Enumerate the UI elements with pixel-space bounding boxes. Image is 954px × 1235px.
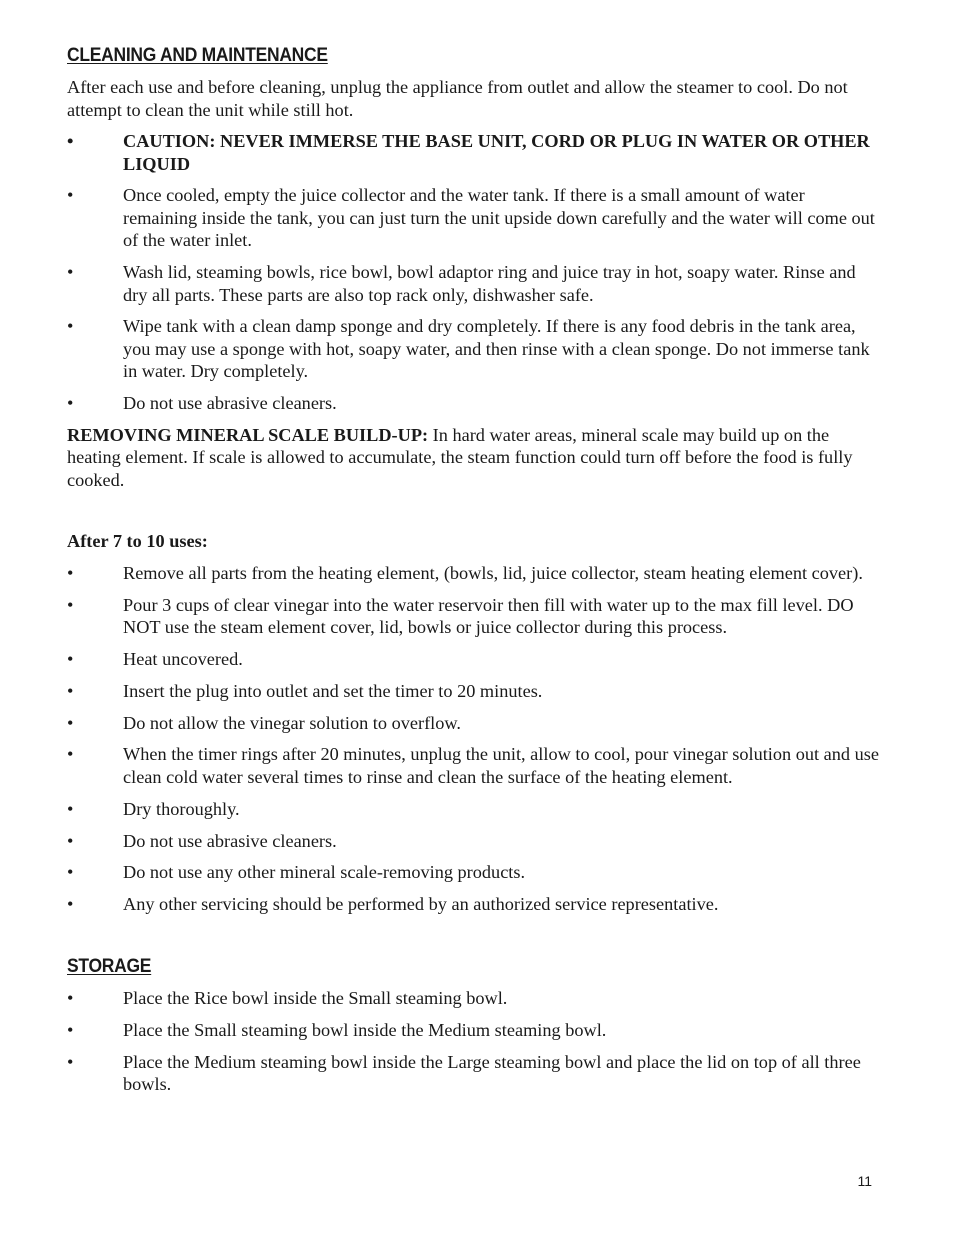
list-item-text: Pour 3 cups of clear vinegar into the water reservoir then fill with water up to the max fill level. DO NOT use the steam element cover, lid, bowls or juice collector during this process. [123, 594, 854, 638]
cleaning-bullet-list [67, 130, 882, 415]
list-item [67, 861, 882, 884]
list-item [67, 261, 882, 306]
list-item-text: Heat uncovered. [123, 649, 243, 670]
scale-label: REMOVING MINERAL SCALE BUILD-UP: [67, 424, 429, 445]
page-number: 11 [857, 1173, 872, 1189]
scale-bullet-list [67, 562, 882, 916]
bullet-glyph: • [67, 131, 74, 151]
bullet-glyph: • [67, 894, 74, 915]
list-item [67, 798, 882, 821]
list-item [67, 743, 882, 788]
list-item [67, 392, 882, 415]
bullet-glyph: • [67, 830, 74, 851]
list-item [67, 130, 882, 175]
bullet-glyph: • [67, 393, 74, 414]
bullet-glyph: • [67, 798, 74, 819]
spacer [67, 500, 882, 530]
list-item-text: Any other servicing should be performed by an authorized service representative. [123, 894, 719, 915]
bullet-glyph: • [67, 744, 74, 765]
bullet-glyph: • [67, 712, 74, 733]
list-item-text: When the timer rings after 20 minutes, unplug the unit, allow to cool, pour vinegar solution out and use clean cold water several times to rinse and clean the surface of the heating element. [123, 744, 879, 787]
scale-paragraph [67, 424, 882, 492]
list-item [67, 830, 882, 853]
list-item-text: Wipe tank with a clean damp sponge and dry completely. If there is any food debris in the tank area, you may use a sponge with hot, soapy water, and then rinse with a clean sponge. Do not immerse tank in water. Dry completely. [123, 316, 870, 382]
bullet-glyph: • [67, 987, 74, 1008]
scale-subheading: After 7 to 10 uses: [67, 531, 208, 552]
list-item-text: Do not use abrasive cleaners. [123, 393, 337, 414]
cleaning-intro: After each use and before cleaning, unplug the appliance from outlet and allow the steamer to cool. Do not attempt to clean the unit while still hot. [67, 77, 848, 120]
list-item [67, 987, 882, 1010]
list-item [67, 712, 882, 735]
list-item [67, 893, 882, 916]
bullet-glyph: • [67, 594, 74, 615]
list-item-text: Once cooled, empty the juice collector and the water tank. If there is a small amount of water remaining inside the tank, you can just turn the unit upside down carefully and the water will come out of the water inlet. [123, 185, 875, 251]
list-item-text: Do not use any other mineral scale-removing products. [123, 862, 526, 883]
bullet-glyph: • [67, 680, 74, 701]
caution-text: CAUTION: NEVER IMMERSE THE BASE UNIT, CORD OR PLUG IN WATER OR OTHER LIQUID [123, 131, 870, 174]
list-item-text: Wash lid, steaming bowls, rice bowl, bowl adaptor ring and juice tray in hot, soapy water. Rinse and dry all parts. These parts are also top rack only, dishwasher safe. [123, 262, 856, 305]
bullet-glyph: • [67, 562, 74, 583]
bullet-glyph: • [67, 185, 74, 206]
list-item [67, 1019, 882, 1042]
list-item [67, 680, 882, 703]
list-item [67, 315, 882, 383]
list-item-text: Dry thoroughly. [123, 798, 240, 819]
bullet-glyph: • [67, 1019, 74, 1040]
cleaning-heading: CLEANING AND MAINTENANCE [67, 45, 328, 66]
bullet-glyph: • [67, 1051, 74, 1072]
list-item-text: Place the Small steaming bowl inside the Medium steaming bowl. [123, 1019, 607, 1040]
list-item [67, 1051, 882, 1096]
list-item [67, 594, 882, 639]
list-item [67, 648, 882, 671]
list-item-text: Do not use abrasive cleaners. [123, 830, 337, 851]
bullet-glyph: • [67, 262, 74, 283]
list-item-text: Do not allow the vinegar solution to overflow. [123, 712, 461, 733]
scale-text: In hard water areas, mineral scale may build up on the heating element. If scale is allowed to accumulate, the steam function could turn off before the food is fully cooked. [67, 424, 853, 490]
list-item-text: Place the Medium steaming bowl inside the Large steaming bowl and place the lid on top of all three bowls. [123, 1051, 861, 1095]
list-item [67, 562, 882, 585]
bullet-glyph: • [67, 862, 74, 883]
list-item-text: Place the Rice bowl inside the Small steaming bowl. [123, 987, 508, 1008]
list-item-text: Remove all parts from the heating element, (bowls, lid, juice collector, steam heating element cover). [123, 562, 863, 583]
bullet-glyph: • [67, 649, 74, 670]
bullet-glyph: • [67, 316, 74, 337]
storage-bullet-list [67, 987, 882, 1096]
spacer [67, 925, 882, 955]
manual-page [67, 44, 882, 1105]
storage-heading: STORAGE [67, 955, 152, 977]
list-item [67, 184, 882, 252]
list-item-text: Insert the plug into outlet and set the timer to 20 minutes. [123, 680, 543, 701]
